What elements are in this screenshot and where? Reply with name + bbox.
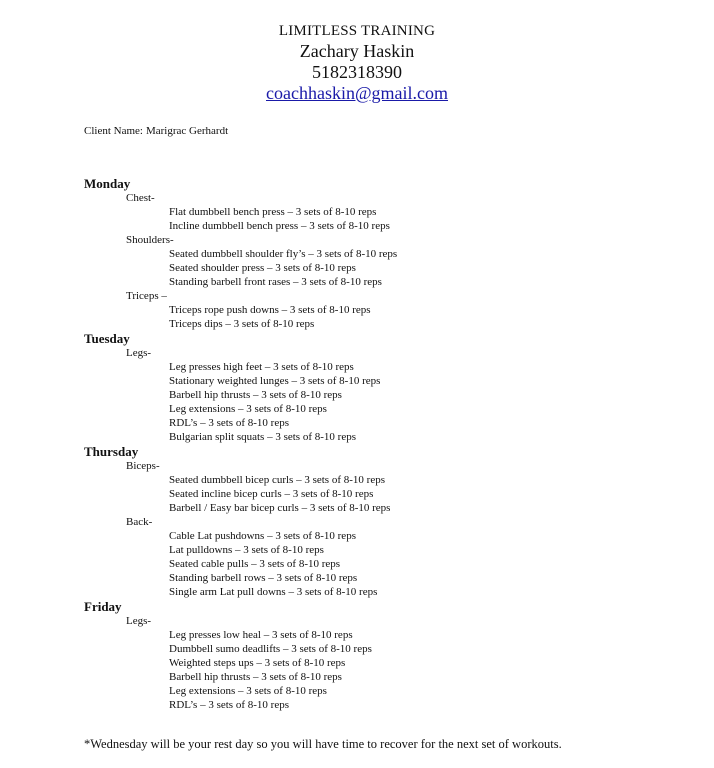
exercise-item: Stationary weighted lunges – 3 sets of 8-10 reps xyxy=(169,375,381,387)
exercise-item: Leg extensions – 3 sets of 8-10 reps xyxy=(169,685,327,697)
exercise-item: Barbell / Easy bar bicep curls – 3 sets of 8-10 reps xyxy=(169,502,391,514)
exercise-item: Seated incline bicep curls – 3 sets of 8-10 reps xyxy=(169,488,374,500)
client-name-label: Client Name: xyxy=(84,125,143,137)
day-heading-friday: Friday xyxy=(84,599,122,614)
exercise-item: Single arm Lat pull downs – 3 sets of 8-10 reps xyxy=(169,586,378,598)
client-name-value: Marigrac Gerhardt xyxy=(145,125,229,137)
exercise-item: Seated shoulder press – 3 sets of 8-10 reps xyxy=(169,262,356,274)
muscle-group-label: Chest- xyxy=(126,192,155,204)
muscle-group-label: Legs- xyxy=(126,347,152,359)
exercise-item: Barbell hip thrusts – 3 sets of 8-10 reps xyxy=(169,671,342,683)
muscle-group-label: Legs- xyxy=(126,615,152,627)
coach-phone: 5182318390 xyxy=(312,62,402,82)
muscle-group-label: Back- xyxy=(126,516,153,528)
exercise-item: Seated dumbbell bicep curls – 3 sets of 8-10 reps xyxy=(169,474,385,486)
exercise-item: Bulgarian split squats – 3 sets of 8-10 reps xyxy=(169,431,356,443)
exercise-item: RDL’s – 3 sets of 8-10 reps xyxy=(169,417,289,429)
exercise-item: Standing barbell front rases – 3 sets of 8-10 reps xyxy=(169,276,382,288)
exercise-item: Barbell hip thrusts – 3 sets of 8-10 reps xyxy=(169,389,342,401)
exercise-item: Weighted steps ups – 3 sets of 8-10 reps xyxy=(169,657,346,669)
exercise-item: Leg extensions – 3 sets of 8-10 reps xyxy=(169,403,327,415)
muscle-group-label: Triceps – xyxy=(126,290,167,302)
exercise-item: Seated dumbbell shoulder fly’s – 3 sets of 8-10 reps xyxy=(169,248,398,260)
exercise-item: Triceps rope push downs – 3 sets of 8-10 reps xyxy=(169,304,371,316)
rest-day-note: *Wednesday will be your rest day so you will have time to recover for the next set of workouts. xyxy=(84,737,562,751)
muscle-group-label: Biceps- xyxy=(126,460,160,472)
day-heading-tuesday: Tuesday xyxy=(84,331,130,346)
exercise-item: Dumbbell sumo deadlifts – 3 sets of 8-10 reps xyxy=(169,643,372,655)
exercise-item: Seated cable pulls – 3 sets of 8-10 reps xyxy=(169,558,341,570)
day-heading-monday: Monday xyxy=(84,176,131,191)
exercise-item: RDL’s – 3 sets of 8-10 reps xyxy=(169,699,289,711)
client-name-line xyxy=(84,124,228,138)
exercise-item: Leg presses low heal – 3 sets of 8-10 reps xyxy=(169,629,353,641)
exercise-item: Incline dumbbell bench press – 3 sets of 8-10 reps xyxy=(169,220,390,232)
exercise-item: Flat dumbbell bench press – 3 sets of 8-10 reps xyxy=(169,206,377,218)
exercise-item: Triceps dips – 3 sets of 8-10 reps xyxy=(169,318,315,330)
document-header xyxy=(0,22,714,104)
workout-plan xyxy=(84,176,684,712)
exercise-item: Leg presses high feet – 3 sets of 8-10 reps xyxy=(169,361,354,373)
muscle-group-label: Shoulders- xyxy=(126,234,174,246)
exercise-item: Standing barbell rows – 3 sets of 8-10 reps xyxy=(169,572,358,584)
organization-name: LIMITLESS TRAINING xyxy=(278,23,436,39)
day-heading-thursday: Thursday xyxy=(84,444,139,459)
coach-email-link[interactable]: coachhaskin@gmail.com xyxy=(265,83,449,103)
exercise-item: Cable Lat pushdowns – 3 sets of 8-10 reps xyxy=(169,530,356,542)
coach-name: Zachary Haskin xyxy=(299,41,415,61)
exercise-item: Lat pulldowns – 3 sets of 8-10 reps xyxy=(169,544,324,556)
